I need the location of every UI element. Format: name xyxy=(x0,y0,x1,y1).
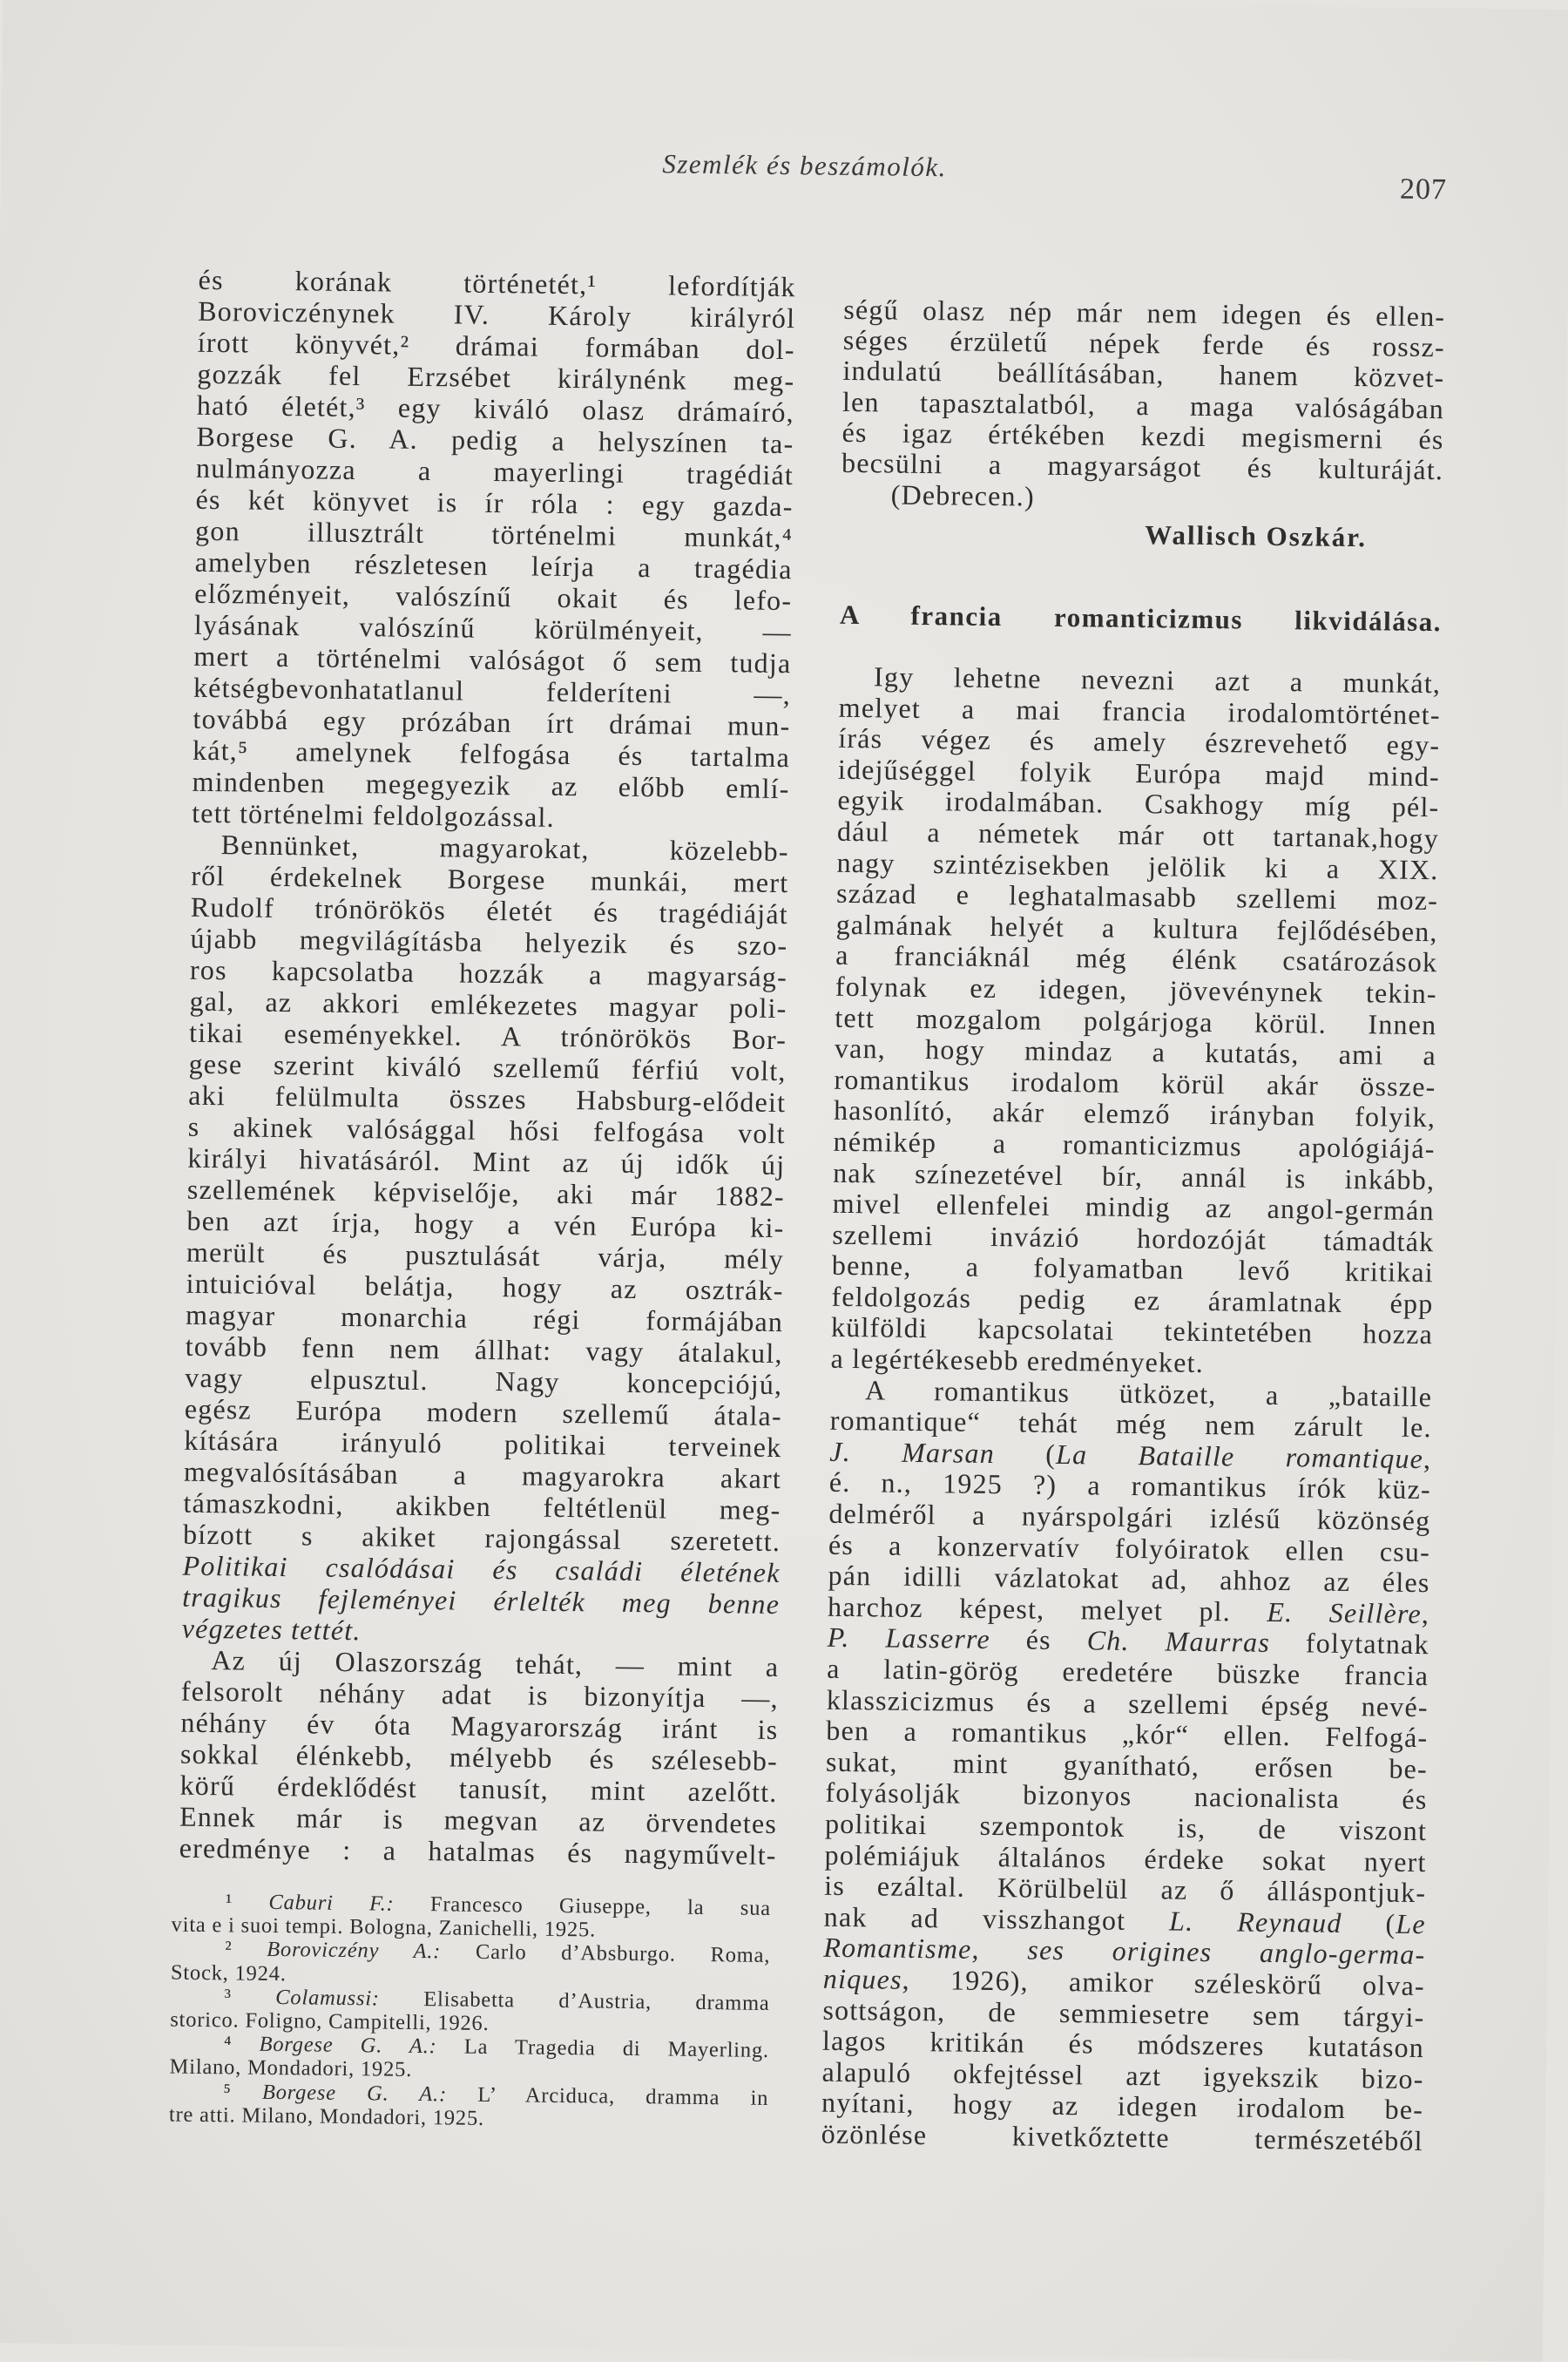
text-line: mert a történelmi valóságot ő sem tudja xyxy=(193,640,792,680)
text-line: támaszkodni, akikben feltétlenül meg- xyxy=(183,1486,781,1526)
text-line: előzményeit, valószínű okait és lefo- xyxy=(194,577,793,617)
text-line: romantique“ tehát még nem zárult le. xyxy=(829,1404,1432,1444)
article-body xyxy=(821,661,1442,2157)
text-line: némikép a romanticizmus apológiájá- xyxy=(833,1125,1436,1165)
text-line: tikai eseményekkel. A trónörökös Bor- xyxy=(188,1016,787,1056)
text-line: szellemi invázió hordozóját támadták xyxy=(832,1218,1435,1257)
italic-text: tragikus fejleményei érlelték meg benne xyxy=(182,1580,781,1621)
text-line: amelyben részletesen leírja a tragédia xyxy=(194,545,793,585)
text-span: L’ Arciduca, dramma in xyxy=(446,2081,769,2110)
text-line: sottságon, de semmiesetre sem tárgyi- xyxy=(822,1993,1425,2033)
page-number: 207 xyxy=(1399,173,1448,206)
text-line: romantikus irodalom körül akár össze- xyxy=(834,1063,1436,1102)
italic-text: Romantisme, ses origines anglo-germa- xyxy=(823,1932,1426,1971)
text-line: kétségbevonhatatlanul felderíteni —, xyxy=(193,671,792,711)
italic-text: La Bataille romantique xyxy=(1055,1438,1424,1474)
italic-text: Caburi F.: xyxy=(268,1890,395,1916)
text-line: vita e i suoi tempi. Bologna, Zanichelli, 1925. xyxy=(171,1912,597,1942)
text-span: Carlo d’Absburgo. Roma, xyxy=(441,1939,771,1968)
text-line: gozzák fel Erzsébet királynénk meg- xyxy=(197,357,795,397)
text-line: vagy elpusztul. Nagy koncepciójú, xyxy=(185,1361,783,1401)
text-span: Francesco Giuseppe, la sua xyxy=(394,1892,772,1920)
text-line: idejűséggel folyik Európa majd mind- xyxy=(837,753,1441,793)
running-title: Szemlék és beszámolók. xyxy=(662,148,948,183)
paragraph xyxy=(821,1374,1433,2156)
text-line: merült és pusztulását várja, mély xyxy=(186,1235,785,1276)
text-line: magyar monarchia régi formájában xyxy=(185,1298,784,1338)
text-line: özönlése kivetkőztette természetéből xyxy=(821,2117,1423,2157)
left-column xyxy=(179,264,795,1871)
text-line: tett történelmi feldolgozással. xyxy=(191,796,556,833)
text-line: gal, az akkori emlékezetes magyar poli- xyxy=(189,985,787,1025)
text-line: század e leghatalmasabb szellemi moz- xyxy=(835,876,1439,917)
text-span: , xyxy=(1421,1597,1430,1629)
text-line: királyi hivatásáról. Mint az új idők új xyxy=(187,1141,786,1181)
italic-text: Le xyxy=(1396,1907,1426,1939)
text-line: egész Európa modern szellemű átala- xyxy=(184,1392,783,1432)
text-line: hasonlító, akár elemző irányban folyik, xyxy=(833,1094,1436,1134)
text-line: é. n., 1925 ?) a romantikus írók küz- xyxy=(828,1466,1432,1506)
text-line: néhány év óta Magyarország iránt is xyxy=(180,1706,779,1746)
paragraph xyxy=(182,829,789,1651)
text-line: aki felülmulta összes Habsburg-elődeit xyxy=(188,1079,787,1119)
text-line: Ennek már is megvan az örvendetes xyxy=(179,1800,778,1840)
text-span: Elisabetta d’Austria, dramma xyxy=(379,1986,770,2015)
italic-text: végzetes tettét. xyxy=(181,1612,362,1647)
text-line: ben a romantikus „kór“ ellen. Felfogá- xyxy=(826,1714,1429,1754)
text-line: Igy lehetne nevezni azt a munkát, xyxy=(873,660,1442,700)
text-line: a legértékesebb eredményeket. xyxy=(830,1342,1205,1379)
text-line: kát,⁵ amelynek felfogása és tartalma xyxy=(192,734,791,774)
paragraph xyxy=(179,1644,779,1871)
text-line: folynak ez idegen, jövevénynek tekin- xyxy=(835,970,1438,1010)
text-span: folytatnak xyxy=(1269,1627,1429,1661)
text-line: sukat, mint gyanítható, erősen be- xyxy=(825,1745,1429,1784)
italic-text: J. Marsan xyxy=(829,1435,996,1469)
text-line: folyásolják bizonyos nacionalista és xyxy=(825,1777,1428,1816)
text-line: tre atti. Milano, Mondadori, 1925. xyxy=(168,2102,485,2130)
text-line: írott könyvét,² drámai formában dol- xyxy=(197,326,795,366)
text-span: ( xyxy=(994,1437,1057,1470)
text-line: megvalósításában a magyarokra akart xyxy=(183,1455,782,1495)
paragraph xyxy=(169,2032,769,2087)
text-span: La Tragedia di Mayerling. xyxy=(436,2034,770,2063)
text-line: len tapasztalatból, a maga valóságában xyxy=(841,385,1445,424)
paragraph xyxy=(169,2079,769,2134)
text-span: ¹ xyxy=(225,1890,269,1914)
text-line: Milano, Mondadori, 1925. xyxy=(169,2054,413,2082)
text-line: újabb megvilágításba helyezik és szo- xyxy=(190,922,788,962)
text-span: ² xyxy=(225,1937,267,1962)
text-line: ségű olasz nép már nem idegen és ellen- xyxy=(843,293,1446,333)
text-line: becsülni a magyarságot és kulturáját. xyxy=(841,446,1444,486)
text-line: ros kapcsolatba hozzák a magyarság- xyxy=(189,953,788,993)
text-line: és a konzervatív folyóiratok ellen csu- xyxy=(828,1528,1431,1567)
text-line: melyet a mai francia irodalomtörténet- xyxy=(838,691,1441,730)
text-line: A romantikus ütközet, a „bataille xyxy=(864,1373,1433,1412)
text-line: nagy szintézisekben jelölik ki a XIX. xyxy=(836,846,1439,885)
text-line: és korának történetét,¹ lefordítják xyxy=(198,263,796,303)
text-line: feldolgozás pedig ez áramlatnak épp xyxy=(831,1280,1434,1320)
text-line: klasszicizmus és a szellemi épség nevé- xyxy=(826,1683,1429,1722)
text-line: külföldi kapcsolatai tekintetében hozza xyxy=(830,1311,1434,1350)
text-span: harchoz képest, melyet pl. xyxy=(827,1590,1267,1628)
text-line: s akinek valósággal hősi felfogása volt xyxy=(187,1110,786,1150)
text-line: egyik irodalmában. Csakhogy míg pél- xyxy=(837,784,1440,823)
text-line: gon illusztrált történelmi munkát,⁴ xyxy=(194,514,794,554)
text-line: ről érdekelnek Borgese munkái, mert xyxy=(191,859,789,899)
paragraph xyxy=(192,264,796,836)
previous-article-ending xyxy=(841,294,1446,486)
text-line: a franciáknál még élénk csatározások xyxy=(835,939,1438,978)
text-span: ⁵ xyxy=(223,2079,263,2104)
paragraph xyxy=(170,1984,770,2039)
text-line: storico. Foligno, Campitelli, 1926. xyxy=(170,2007,490,2035)
text-line: továbbá egy prózában írt drámai mun- xyxy=(193,702,791,742)
text-line: gese szerint kiváló szellemű férfiú volt, xyxy=(188,1047,787,1087)
text-line: ható életét,³ egy kiváló olasz drámaíró, xyxy=(196,389,795,429)
paragraph xyxy=(171,1890,771,1945)
text-line: tett mozgalom polgárjoga körül. Innen xyxy=(835,1001,1437,1040)
text-line: séges érzületű népek ferde és rossz- xyxy=(842,324,1446,363)
text-line: lagos kritikán és módszeres kutatáson xyxy=(821,2024,1425,2064)
text-line: és két könyvet is ír róla : egy gazda- xyxy=(195,483,794,523)
text-line: mivel ellenfelei mindig az angol-germán xyxy=(832,1187,1435,1227)
text-line: benne, a folyamatban levő kritikai xyxy=(831,1249,1435,1289)
text-line: alapuló okfejtéssel azt igyekszik bizo- xyxy=(821,2055,1424,2095)
paragraph xyxy=(841,294,1446,486)
text-line: írás végez és amely észrevehető egy- xyxy=(838,721,1441,761)
text-line: mindenben megegyezik az előbb emlí- xyxy=(192,765,790,805)
text-span: ³ xyxy=(224,1985,276,2009)
text-line: van, hogy mindaz a kutatás, ami a xyxy=(834,1032,1437,1072)
footnotes xyxy=(169,1890,771,2134)
text-line: intuicióval belátja, hogy az osztrák- xyxy=(186,1267,784,1307)
text-line: eredménye : a hatalmas és nagyművelt- xyxy=(179,1831,777,1871)
text-span: , 1926), amikor széleskörű olva- xyxy=(902,1963,1426,2002)
text-line: delméről a nyárspolgári izlésű közönség xyxy=(828,1497,1431,1537)
dateline-place: (Debrecen.) xyxy=(890,478,1036,512)
text-span: nak ad visszhangot xyxy=(823,1900,1170,1937)
text-line: felsorolt néhány adat is bizonyítja —, xyxy=(180,1675,780,1715)
text-line: a latin-görög eredetére büszke francia xyxy=(827,1652,1429,1692)
paragraph xyxy=(830,661,1441,1382)
text-line: nak színezetével bír, annál is inkább, xyxy=(833,1156,1436,1195)
text-line: lyásának valószínű körülményeit, — xyxy=(193,608,793,648)
text-line: dául a németek már ott tartanak,hogy xyxy=(836,815,1440,855)
author-signature: Wallisch Oszkár. xyxy=(1144,519,1368,553)
text-line: tovább fenn nem állhat: vagy átalakul, xyxy=(185,1330,783,1370)
text-line: nulmányozza a mayerlingi tragédiát xyxy=(195,451,794,491)
text-line: Boroviczénynek IV. Károly királyról xyxy=(198,294,796,335)
italic-text: Politikai csalódásai és családi életének xyxy=(182,1549,781,1589)
text-line: sokkal élénkebb, mélyebb és szélesebb- xyxy=(179,1737,779,1777)
text-span: , xyxy=(1423,1442,1432,1475)
italic-text: L. Reynaud xyxy=(1168,1905,1342,1939)
italic-text: P. Lasserre xyxy=(827,1621,991,1655)
italic-text: Borgese G. A.: xyxy=(261,2080,448,2106)
text-line: Rudolf trónörökös életét és tragédiáját xyxy=(190,890,789,931)
text-line: nyítani, hogy az idegen irodalom be- xyxy=(821,2086,1424,2126)
text-line: szellemének képviselője, aki már 1882- xyxy=(186,1173,786,1213)
italic-text: niques xyxy=(822,1962,902,1995)
text-line: is ezáltal. Körülbelül az ő álláspontjuk- xyxy=(824,1869,1427,1909)
italic-text: Boroviczény A.: xyxy=(267,1938,442,1964)
paragraph xyxy=(171,1937,771,1992)
italic-text: Colamussi: xyxy=(275,1985,381,2011)
text-line: pán idilli vázlatokat ad, ahhoz az éles xyxy=(828,1559,1430,1599)
text-span: és xyxy=(990,1623,1087,1656)
text-line: kítására irányuló politikai terveinek xyxy=(184,1424,782,1464)
text-span: ( xyxy=(1342,1906,1396,1939)
text-line: Borgese G. A. pedig a helyszínen ta- xyxy=(196,420,794,460)
article-title: A francia romanticizmus likvidálása. xyxy=(839,599,1443,638)
italic-text: E. Seillère xyxy=(1267,1595,1423,1629)
text-line: Stock, 1924. xyxy=(170,1960,287,1986)
text-line: és igaz értékében kezdi megismerni és xyxy=(841,416,1444,456)
text-line: galmának helyét a kultura fejlődésében, xyxy=(835,908,1438,947)
italic-text: Ch. Maurras xyxy=(1086,1624,1271,1659)
text-line: bízott s akiket rajongással szeretett. xyxy=(182,1518,781,1558)
text-line: politikai szempontok is, de viszont xyxy=(824,1807,1428,1847)
text-line: Az új Olaszország tehát, — mint a xyxy=(211,1644,780,1683)
text-line: körű érdeklődést tanusít, mint azelőtt. xyxy=(179,1769,778,1809)
text-span: ⁴ xyxy=(223,2032,260,2056)
text-line: polémiájuk általános érdeke sokat nyert xyxy=(824,1838,1427,1878)
italic-text: Borgese G. A.: xyxy=(259,2032,437,2059)
text-line: indulatú beállításában, hanem közvet- xyxy=(842,355,1445,394)
text-line: Bennünket, magyarokat, közelebb- xyxy=(220,829,789,868)
text-line: ben azt írja, hogy a vén Európa ki- xyxy=(186,1204,785,1244)
